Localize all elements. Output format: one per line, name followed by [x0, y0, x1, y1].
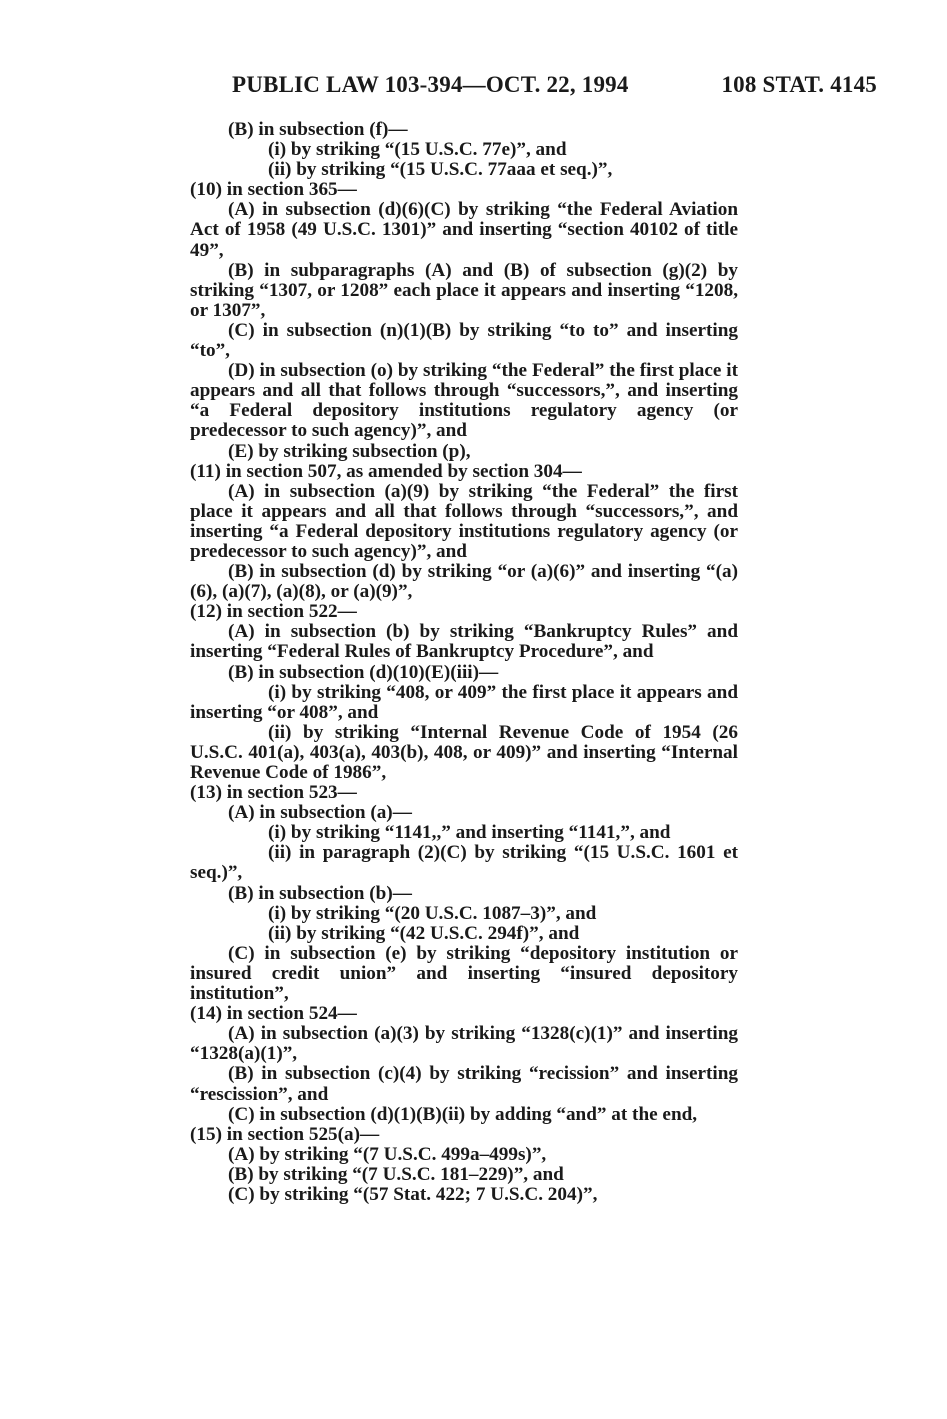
- amendment-clause: (14) in section 524—: [190, 1003, 357, 1025]
- amendment-clause: (ii) by striking “Internal Revenue Code of 1954 (26 U.S.C. 401(a), 403(a), 403(b), 408, or 409)” and inserting “Internal Revenue Code of 1986”,: [190, 721, 738, 783]
- document-body: [190, 120, 738, 1205]
- amendment-clause: (i) by striking “(15 U.S.C. 77e)”, and: [268, 139, 567, 161]
- amendment-clause: (10) in section 365—: [190, 179, 357, 201]
- amendment-clause: (A) in subsection (b) by striking “Bankruptcy Rules” and inserting “Federal Rules of Bankruptcy Procedure”, and: [190, 621, 738, 663]
- statute-page-number: 108 STAT. 4145: [721, 72, 877, 97]
- amendment-clause: (B) by striking “(7 U.S.C. 181–229)”, and: [228, 1163, 564, 1185]
- amendment-clause: (C) in subsection (n)(1)(B) by striking “to to” and inserting “to”,: [190, 319, 738, 362]
- amendment-clause: (C) by striking “(57 Stat. 422; 7 U.S.C. 204)”,: [228, 1183, 598, 1205]
- amendment-clause: (A) in subsection (a)(3) by striking “1328(c)(1)” and inserting “1328(a)(1)”,: [190, 1023, 738, 1065]
- amendment-clause: (B) in subsection (d)(10)(E)(iii)—: [228, 661, 499, 683]
- page-header: [232, 72, 877, 102]
- amendment-clause: (i) by striking “408, or 409” the first place it appears and inserting “or 408”, and: [190, 681, 738, 723]
- amendment-clause: (B) in subsection (d) by striking “or (a)(6)” and inserting “(a)(6), (a)(7), (a)(8), or (a)(9)”,: [190, 561, 738, 603]
- amendment-clause: (B) in subsection (b)—: [228, 882, 412, 904]
- amendment-clause: (ii) by striking “(42 U.S.C. 294f)”, and: [268, 922, 580, 944]
- amendment-clause: (ii) by striking “(15 U.S.C. 77aaa et seq.)”,: [268, 159, 613, 181]
- amendment-clause: (C) in subsection (d)(1)(B)(ii) by adding “and” at the end,: [228, 1103, 698, 1125]
- amendment-clause: (ii) in paragraph (2)(C) by striking “(15 U.S.C. 1601 et seq.)”,: [190, 842, 738, 884]
- amendment-clause: (15) in section 525(a)—: [190, 1123, 380, 1145]
- public-law-citation: PUBLIC LAW 103-394—OCT. 22, 1994: [232, 72, 629, 97]
- amendment-clause: (i) by striking “(20 U.S.C. 1087–3)”, and: [268, 902, 597, 924]
- amendment-clause: (B) in subsection (f)—: [228, 119, 408, 140]
- amendment-clause: (B) in subsection (c)(4) by striking “recission” and inserting “rescission”, and: [190, 1063, 738, 1105]
- amendment-clause: (A) in subsection (d)(6)(C) by striking “the Federal Aviation Act of 1958 (49 U.S.C. 1301)” and inserting “section 40102 of title 49”,: [190, 199, 738, 261]
- amendment-clause: (A) in subsection (a)(9) by striking “the Federal” the first place it appears and all that follows through “successors,”, and inserting “a Federal depository institutions regulatory agency (or predecessor to such agency)”, and: [190, 480, 738, 562]
- amendment-clause: (13) in section 523—: [190, 782, 357, 804]
- amendment-clause: (E) by striking subsection (p),: [228, 440, 471, 462]
- amendment-clause: (D) in subsection (o) by striking “the Federal” the first place it appears and all that follows through “successors,”, and inserting “a Federal depository institutions regulatory agency (or predecessor to such agency)”, and: [190, 360, 738, 442]
- amendment-clause: (i) by striking “1141,,” and inserting “1141,”, and: [268, 822, 671, 844]
- amendment-clause: (B) in subparagraphs (A) and (B) of subsection (g)(2) by striking “1307, or 1208” each place it appears and inserting “1208, or 1307”,: [190, 259, 738, 321]
- amendment-clause: (A) by striking “(7 U.S.C. 499a–499s)”,: [228, 1143, 547, 1165]
- amendment-clause: (11) in section 507, as amended by section 304—: [190, 460, 582, 482]
- amendment-clause: (A) in subsection (a)—: [228, 802, 412, 824]
- amendment-clause: (C) in subsection (e) by striking “depository institution or insured credit union” and inserting “insured depository institution”,: [190, 942, 738, 1005]
- amendment-clause: (12) in section 522—: [190, 601, 357, 623]
